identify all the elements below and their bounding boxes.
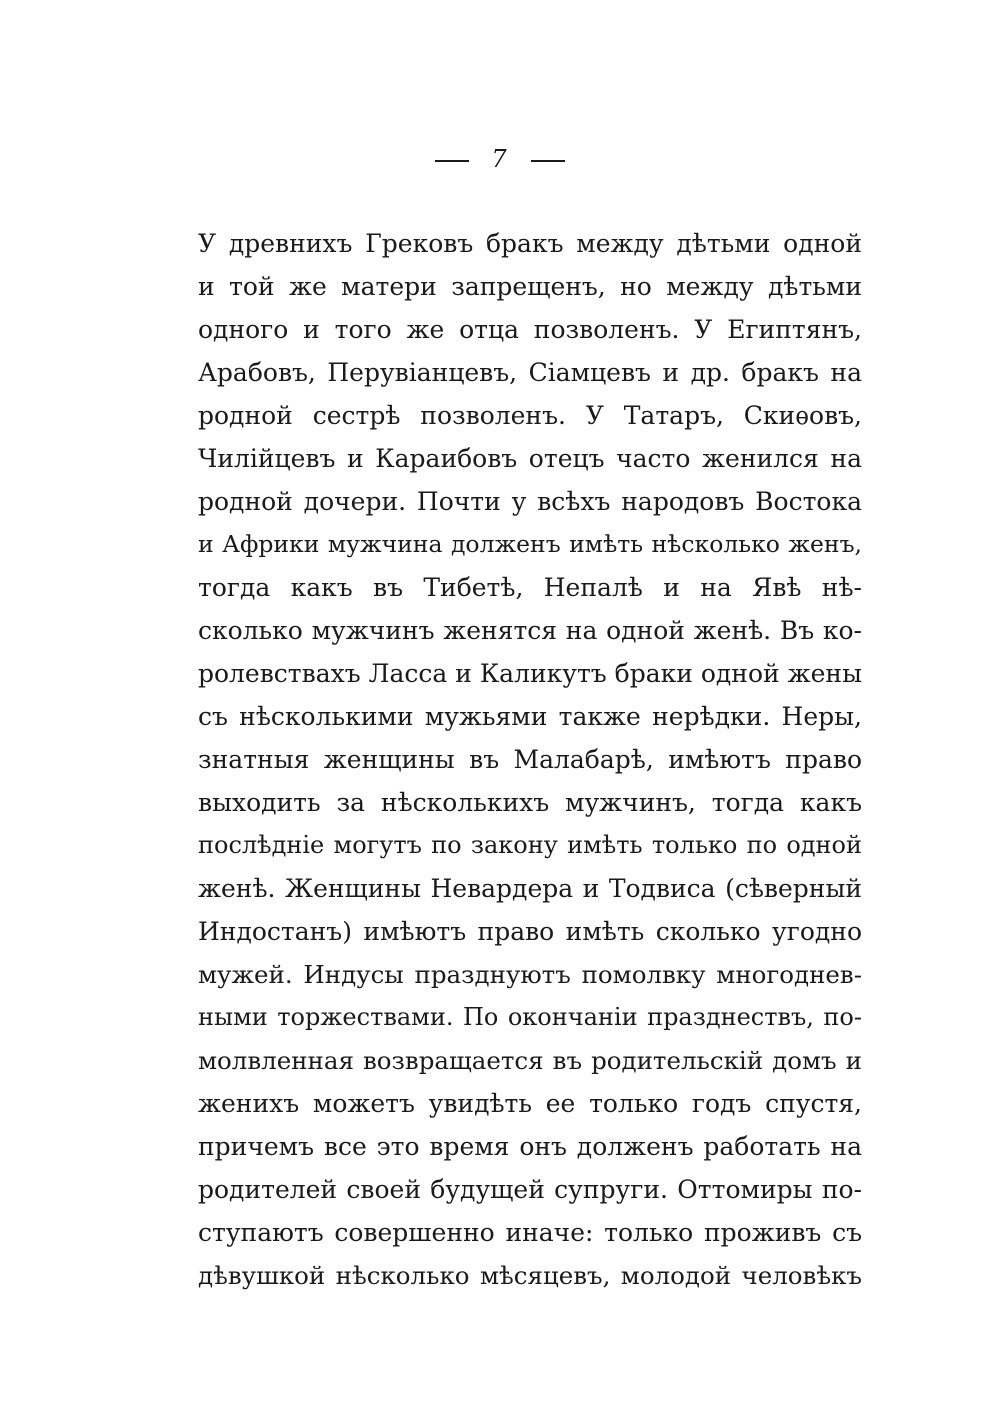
text-line: послѣдніе могутъ по закону имѣть только по одной <box>198 831 862 859</box>
text-line: ролевствахъ Ласса и Каликутъ браки одной жены <box>198 659 862 688</box>
text-line: съ нѣсколькими мужьями также нерѣдки. Неры, <box>198 702 862 731</box>
text-line: Индостанъ) имѣютъ право имѣть сколько угодно <box>198 917 862 946</box>
text-line: сколько мужчинъ женятся на одной женѣ. Въ ко- <box>198 616 862 645</box>
text-line: родной дочери. Почти у всѣхъ народовъ Востока <box>198 487 862 516</box>
text-line: Чилійцевъ и Караибовъ отецъ часто женился на <box>198 444 862 473</box>
text-line: и той же матери запрещенъ, но между дѣтьми <box>198 272 862 301</box>
text-line: женихъ можетъ увидѣть ее только годъ спустя, <box>198 1089 862 1118</box>
text-line: женѣ. Женщины Невардера и Тодвиса (сѣверный <box>198 874 862 903</box>
text-line: ными торжествами. По окончаніи празднествъ, по- <box>198 1003 862 1031</box>
text-line: одного и того же отца позволенъ. У Египтянъ, <box>198 315 862 344</box>
text-line: родной сестрѣ позволенъ. У Татаръ, Скиѳовъ, <box>198 401 862 430</box>
body-text <box>198 222 862 1297</box>
text-line: дѣвушкой нѣсколько мѣсяцевъ, молодой человѣкъ <box>198 1261 862 1290</box>
text-line: У древнихъ Грековъ бракъ между дѣтьми одной <box>198 229 862 258</box>
right-dash <box>531 160 565 162</box>
text-line: мужей. Индусы празднуютъ помолвку многоднев- <box>198 960 862 989</box>
page-number-header <box>0 145 1000 173</box>
text-line: Арабовъ, Перувіанцевъ, Сіамцевъ и др. бракъ на <box>198 358 862 387</box>
left-dash <box>435 160 469 162</box>
text-line: причемъ все это время онъ долженъ работать на <box>198 1132 862 1161</box>
text-line: молвленная возвращается въ родительскій домъ и <box>198 1046 862 1075</box>
text-line: ступаютъ совершенно иначе: только проживъ съ <box>198 1218 862 1247</box>
text-line: родителей своей будущей супруги. Оттомиры по- <box>198 1175 862 1204</box>
text-line: тогда какъ въ Тибетѣ, Непалѣ и на Явѣ нѣ- <box>198 573 862 602</box>
text-line: выходить за нѣсколькихъ мужчинъ, тогда какъ <box>198 788 862 817</box>
text-line: знатныя женщины въ Малабарѣ, имѣютъ право <box>198 745 862 774</box>
text-line: и Африки мужчина долженъ имѣть нѣсколько женъ, <box>198 530 862 558</box>
page-number: 7 <box>491 145 509 173</box>
